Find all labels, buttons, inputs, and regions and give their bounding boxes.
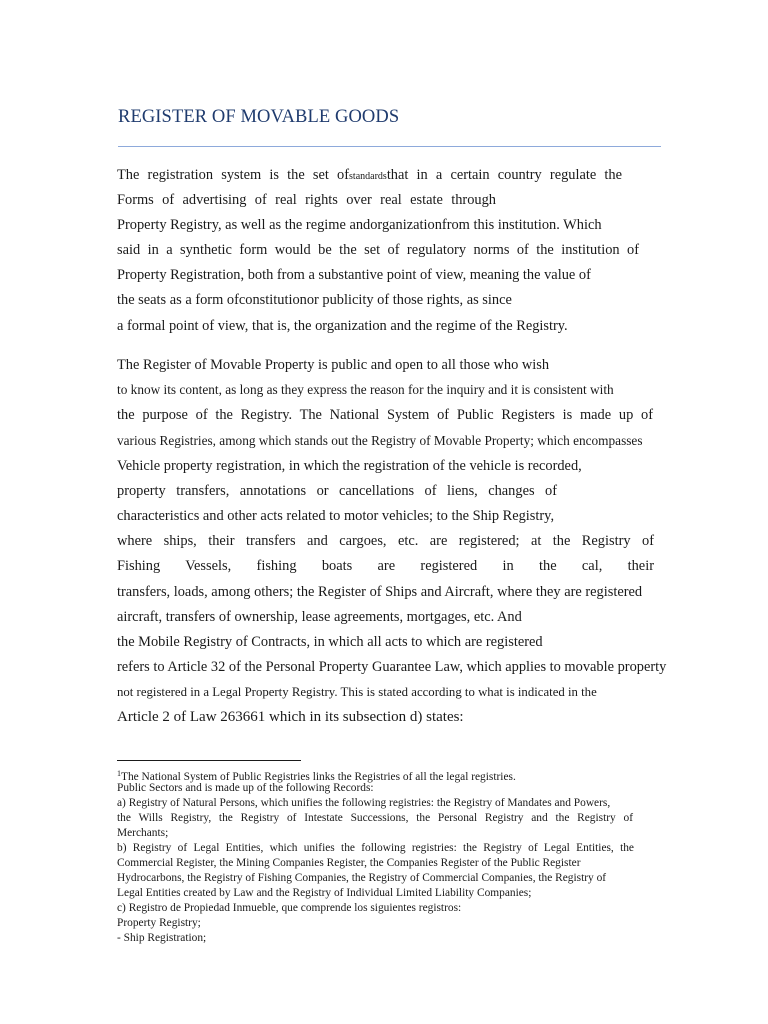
- footnote-line-6: b) Registry of Legal Entities, which unifies the following registries: the Registry of Legal Entities, the: [117, 842, 634, 854]
- paragraph-1-line-1-small-word: standards: [349, 171, 387, 182]
- paragraph-2-line-15: Article 2 of Law 263661 which in its subsection d) states:: [117, 709, 464, 725]
- paragraph-2-line-13: refers to Article 32 of the Personal Property Guarantee Law, which applies to movable property: [117, 659, 667, 675]
- footnote-line-9: Legal Entities created by Law and the Registry of Individual Limited Liability Companies;: [117, 887, 532, 899]
- paragraph-1-line-7: a formal point of view, that is, the organization and the regime of the Registry.: [117, 318, 568, 334]
- page-title: REGISTER OF MOVABLE GOODS: [118, 107, 400, 127]
- footnote-line-7: Commercial Register, the Mining Companies Register, the Companies Register of the Public Register: [117, 857, 581, 869]
- paragraph-2-line-9: Fishing Vessels, fishing boats are registered in the cal, their: [117, 558, 654, 574]
- paragraph-1-line-2: Forms of advertising of real rights over real estate through: [117, 192, 496, 208]
- paragraph-1-line-5: Property Registration, both from a substantive point of view, meaning the value of: [117, 267, 591, 283]
- paragraph-1-line-6: the seats as a form ofconstitutionor publicity of those rights, as since: [117, 292, 512, 308]
- paragraph-2-line-11: aircraft, transfers of ownership, lease agreements, mortgages, etc. And: [117, 609, 522, 625]
- footnote-line-8: Hydrocarbons, the Registry of Fishing Companies, the Registry of Commercial Companies, the Registry of: [117, 872, 607, 884]
- paragraph-2-line-2: to know its content, as long as they express the reason for the inquiry and it is consistent with: [117, 382, 614, 397]
- paragraph-2-line-1: The Register of Movable Property is public and open to all those who wish: [117, 357, 550, 373]
- footnote-line-4: the Wills Registry, the Registry of Intestate Successions, the Personal Registry and the Registry of: [117, 812, 633, 824]
- paragraph-2-line-12: the Mobile Registry of Contracts, in which all acts to which are registered: [117, 634, 543, 650]
- footnote-separator: [117, 760, 301, 761]
- paragraph-2-line-4: various Registries, among which stands out the Registry of Movable Property; which encompasses: [117, 433, 643, 448]
- footnote-line-2: Public Sectors and is made up of the following Records:: [117, 782, 374, 794]
- paragraph-2-line-14: not registered in a Legal Property Registry. This is stated according to what is indicated in the: [117, 685, 597, 699]
- footnote-line-11: Property Registry;: [117, 917, 201, 929]
- title-underline: [118, 146, 661, 147]
- footnote-marker: 1: [117, 769, 121, 778]
- footnote-line-10: c) Registro de Propiedad Inmueble, que comprende los siguientes registros:: [117, 902, 462, 914]
- footnote-line-3: a) Registry of Natural Persons, which unifies the following registries: the Registry of Mandates and Powers,: [117, 797, 611, 809]
- footnote-line-12: - Ship Registration;: [117, 932, 207, 944]
- footnote-line-1-text: The National System of Public Registries links the Registries of all the legal registries.: [121, 771, 516, 783]
- paragraph-1-line-3: Property Registry, as well as the regime andorganizationfrom this institution. Which: [117, 217, 602, 233]
- paragraph-2-line-5: Vehicle property registration, in which the registration of the vehicle is recorded,: [117, 458, 582, 474]
- paragraph-2-line-10: transfers, loads, among others; the Register of Ships and Aircraft, where they are registered: [117, 584, 643, 600]
- paragraph-1-line-1-part-a: The registration system is the set of: [117, 167, 350, 183]
- footnote-line-5: Merchants;: [117, 827, 169, 839]
- paragraph-2-line-6: property transfers, annotations or cancellations of liens, changes of: [117, 483, 557, 499]
- paragraph-1-line-4: said in a synthetic form would be the set of regulatory norms of the institution of: [117, 242, 639, 258]
- paragraph-1-line-1: [117, 166, 622, 186]
- paragraph-2-line-3: the purpose of the Registry. The National System of Public Registers is made up of: [117, 407, 653, 423]
- paragraph-2-line-7: characteristics and other acts related to motor vehicles; to the Ship Registry,: [117, 508, 555, 524]
- paragraph-2-line-8: where ships, their transfers and cargoes, etc. are registered; at the Registry of: [117, 533, 654, 549]
- paragraph-1-line-1-part-c: that in a certain country regulate the: [386, 167, 622, 183]
